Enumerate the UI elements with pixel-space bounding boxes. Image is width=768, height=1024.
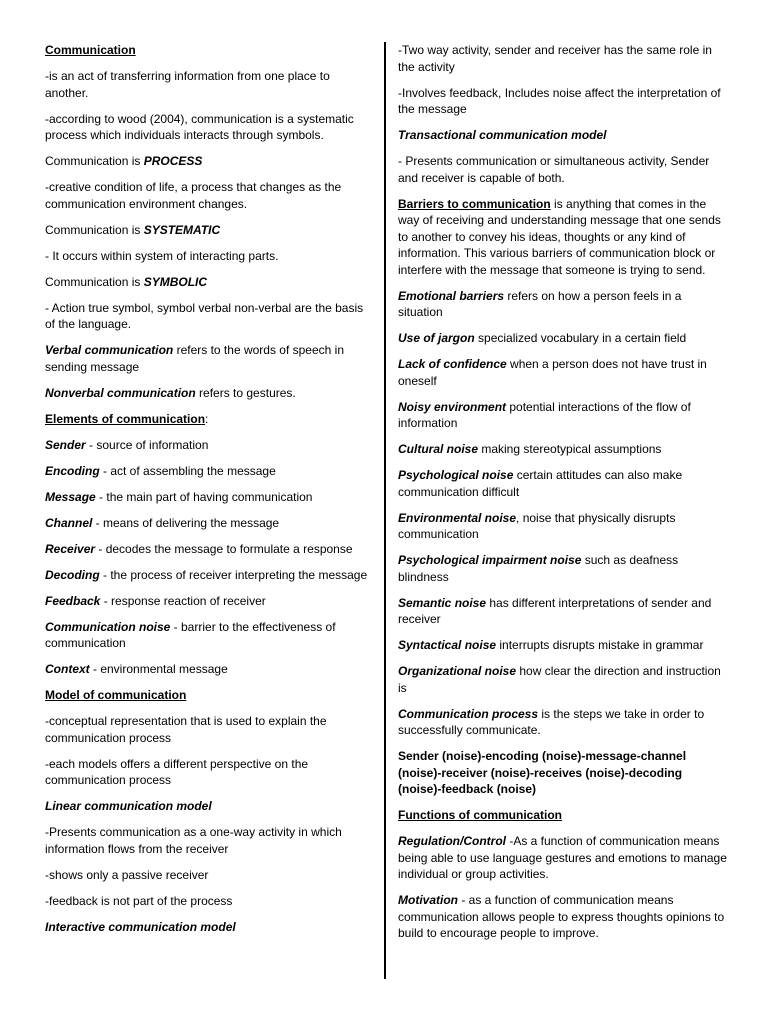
description: -As a function of communication means being able to use language gestures and emotions to manage individual or group activities. [398,834,727,881]
left-paragraph [45,515,373,532]
left-paragraph [45,42,373,59]
paragraph-prefix: Communication is [45,222,144,237]
right-paragraph [398,399,728,432]
term: Message [45,489,96,504]
term: Sender (noise)-encoding (noise)-message-channel (noise)-receiver (noise)-receives (noise)-decoding (noise)-feedback (noise) [398,749,687,796]
left-paragraph [45,824,373,857]
paragraph-prefix: Communication is [45,154,144,168]
left-paragraph [45,111,373,144]
description: - barrier to the effectiveness of communication [45,619,336,650]
term: Semantic noise [398,595,487,610]
right-paragraph [398,706,728,739]
description: potential interactions of the flow of information [398,399,691,430]
term: SYMBOLIC [143,274,208,289]
term: Noisy environment [398,399,507,414]
left-paragraph [45,756,373,789]
term: Elements of communication [45,411,206,426]
term: Channel [45,515,93,530]
right-paragraph [398,441,728,458]
column-divider [384,42,386,979]
description: has different interpretations of sender and receiver [398,595,712,626]
right-paragraph [398,153,728,186]
left-paragraph [45,385,373,402]
term: Psychological impairment noise [398,553,582,567]
description: certain attitudes can also make communication difficult [398,468,683,499]
term: SYSTEMATIC [143,222,221,237]
left-paragraph [45,919,373,936]
term: Psychological noise [398,468,514,482]
description: -according to wood (2004), communication is a systematic process which individuals interacts through symbols. [45,111,354,142]
description: -feedback is not part of the process [45,893,233,908]
term: Model of communication [45,688,187,702]
left-paragraph [45,300,373,333]
left-paragraph [45,567,373,584]
description: making stereotypical assumptions [478,442,662,456]
description: refers to the words of speech in sending message [45,343,345,374]
description: refers on how a person feels in a situation [398,288,682,319]
term: PROCESS [143,154,203,168]
left-paragraph [45,593,373,610]
left-paragraph [45,68,373,101]
description: is the steps we take in order to successfully communicate. [398,706,705,737]
left-paragraph [45,661,373,678]
right-paragraph [398,467,728,500]
right-paragraph [398,356,728,389]
description: -Two way activity, sender and receiver has the same role in the activity [398,43,712,74]
description: when a person does not have trust in oneself [398,357,707,388]
right-paragraph [398,510,728,543]
description: specialized vocabulary in a certain field [474,331,687,345]
right-paragraph [398,85,728,118]
term: Syntactical noise [398,638,497,652]
description: refers to gestures. [195,385,296,400]
description: - means of delivering the message [92,515,280,530]
left-column [45,42,373,945]
description: - decodes the message to formulate a response [95,541,353,556]
right-paragraph [398,637,728,654]
right-paragraph [398,807,728,824]
description: - as a function of communication means communication allows people to express thoughts opinions to build to encourage people to improve. [398,893,725,940]
left-paragraph [45,463,373,480]
term: Verbal communication [45,343,174,357]
term: Interactive communication model [45,919,236,934]
term: Lack of confidence [398,357,507,371]
term: Context [45,662,90,676]
term: Functions of communication [398,808,562,822]
term: Use of jargon [398,331,475,345]
right-paragraph [398,42,728,75]
left-paragraph [45,867,373,884]
left-paragraph [45,798,373,815]
right-column [398,42,728,951]
paragraph-prefix: Communication is [45,274,144,289]
right-paragraph [398,127,728,144]
term: Motivation [398,893,458,907]
description: -is an act of transferring information from one place to another. [45,69,330,100]
description: - source of information [85,437,209,452]
right-paragraph [398,663,728,696]
right-paragraph [398,892,728,942]
left-paragraph [45,893,373,910]
description: how clear the direction and instruction is [398,664,721,695]
term: Communication noise [45,619,171,634]
description: -conceptual representation that is used to explain the communication process [45,714,327,745]
term: Communication [45,43,136,57]
left-paragraph [45,342,373,375]
right-paragraph [398,330,728,347]
term: Encoding [45,463,100,478]
term: Organizational noise [398,664,517,678]
description: -Involves feedback, Includes noise affect the interpretation of the message [398,85,721,116]
right-paragraph [398,288,728,321]
term: Transactional communication model [398,128,607,142]
right-paragraph [398,833,728,883]
left-paragraph [45,437,373,454]
description: - It occurs within system of interacting parts. [45,248,279,263]
description: : [205,411,209,426]
term: Feedback [45,593,101,608]
description: -Presents communication as a one-way activity in which information flows from the receiver [45,825,342,856]
term: Sender [45,437,86,452]
description: - Action true symbol, symbol verbal non-verbal are the basis of the language. [45,300,364,331]
description: -shows only a passive receiver [45,867,209,882]
description: such as deafness blindness [398,553,679,584]
description: is anything that comes in the way of receiving and understanding message that one sends to another to convey his ideas, thoughts or any kind of information. This various barriers of communication block or interfere with the message that someone is trying to send. [398,196,721,277]
left-paragraph [45,489,373,506]
term: Receiver [45,541,96,556]
description: - Presents communication or simultaneous activity, Sender and receiver is capable of both. [398,154,710,185]
description: - environmental message [89,662,228,676]
description: - the process of receiver interpreting the message [99,567,368,582]
term: Emotional barriers [398,288,505,303]
description: - response reaction of receiver [100,593,266,608]
right-paragraph [398,595,728,628]
description: -each models offers a different perspective on the communication process [45,756,309,787]
left-paragraph [45,713,373,746]
term: Nonverbal communication [45,385,196,400]
left-paragraph [45,248,373,265]
description: - the main part of having communication [95,489,313,504]
left-paragraph [45,274,373,291]
right-paragraph [398,552,728,585]
description: interrupts disrupts mistake in grammar [496,638,704,652]
term: Decoding [45,567,100,582]
right-paragraph [398,748,728,798]
left-paragraph [45,411,373,428]
left-paragraph [45,541,373,558]
left-paragraph [45,687,373,704]
term: Cultural noise [398,442,479,456]
left-paragraph [45,153,373,170]
term: Communication process [398,706,539,721]
left-paragraph [45,619,373,652]
description: , noise that physically disrupts communication [398,510,676,541]
left-paragraph [45,179,373,212]
term: Environmental noise [398,510,517,525]
term: Barriers to communication [398,196,551,211]
right-paragraph [398,196,728,279]
left-paragraph [45,222,373,239]
description: -creative condition of life, a process that changes as the communication environment changes. [45,180,342,211]
description: - act of assembling the message [99,463,276,478]
term: Linear communication model [45,799,212,813]
term: Regulation/Control [398,834,506,848]
